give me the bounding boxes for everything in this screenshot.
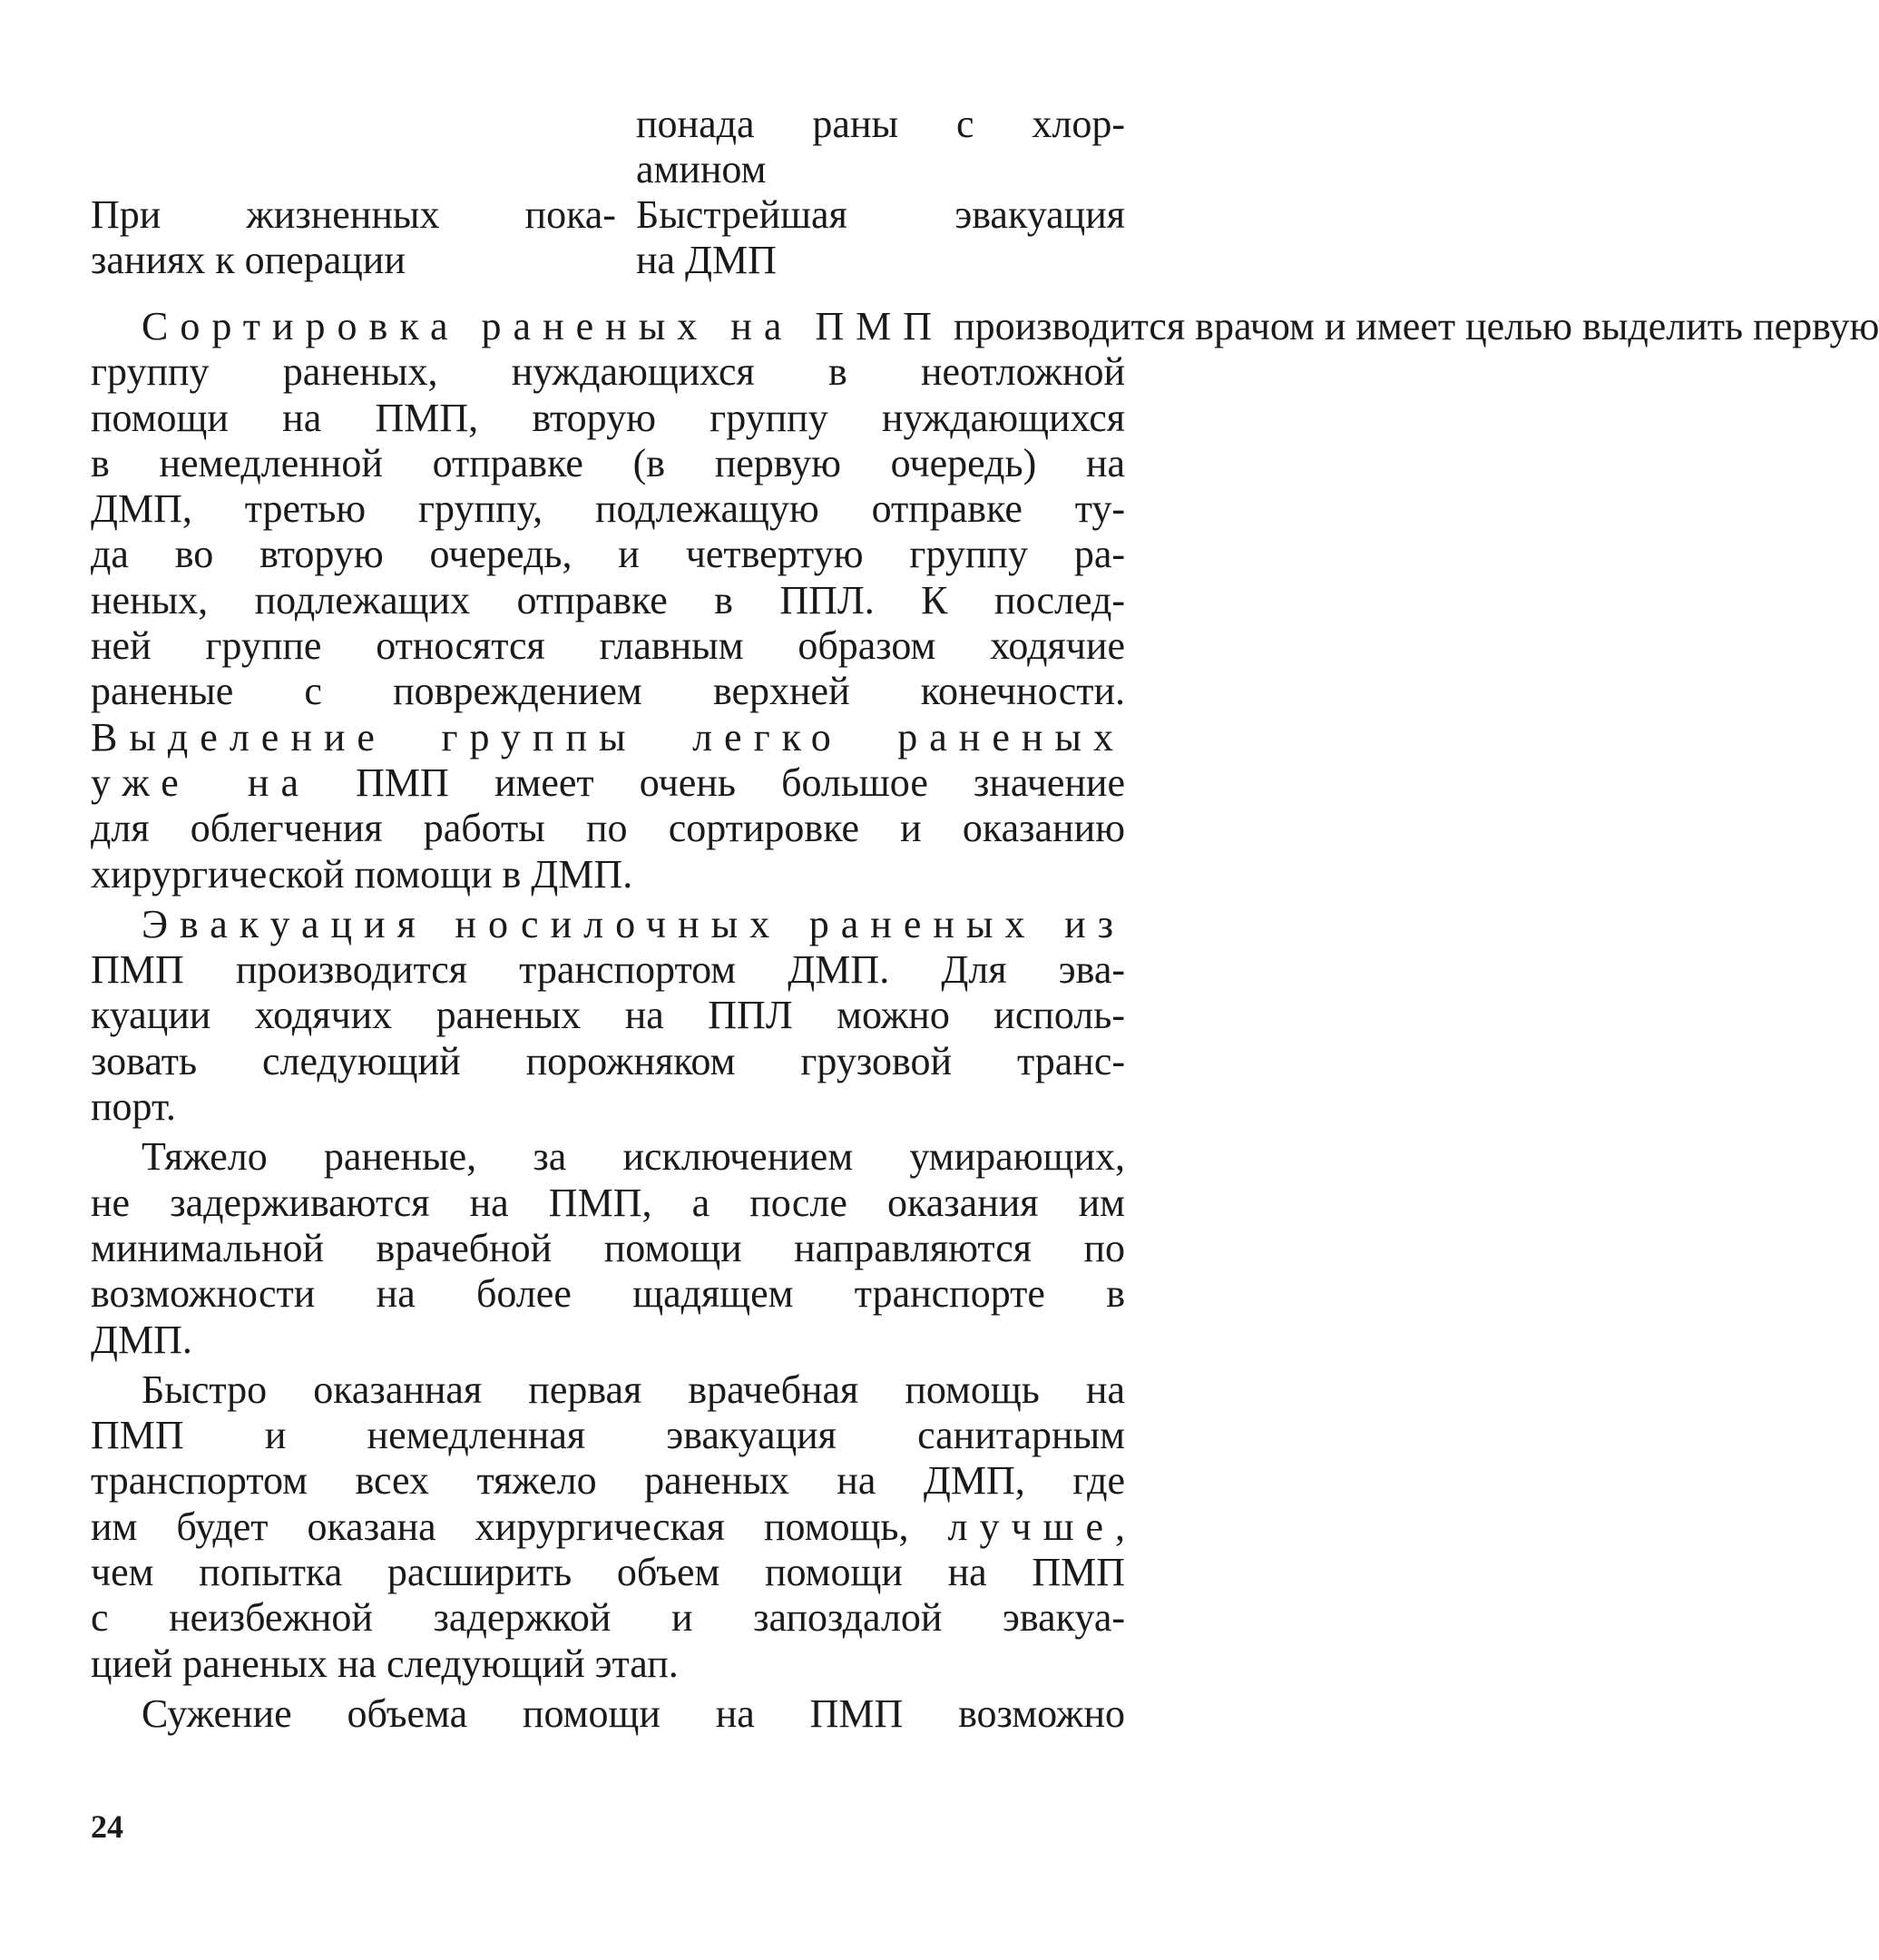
text-line (91, 623, 1125, 669)
text-line (91, 1271, 1125, 1317)
text-segment: Тяжело раненые, за исключением умирающих, (142, 1134, 1125, 1180)
table-cell-measure (636, 102, 1125, 192)
table-cell-line: При жизненных пока- (91, 192, 616, 237)
paragraph (91, 902, 1125, 1130)
page-number: 24 (91, 1808, 123, 1845)
text-segment: в немедленной отправке (в первую очередь) на (91, 440, 1125, 485)
table-cell-line: понада раны с хлор- (635, 102, 1125, 146)
text-line (91, 947, 1125, 993)
text-segment: неных, подлежащих отправке в ППЛ. К послед- (91, 577, 1125, 622)
text-line (91, 1691, 1125, 1737)
spaced-emphasis: Сортировка раненых на ПМП (142, 304, 944, 348)
table-cell-line: заниях к операции (91, 238, 406, 282)
text-segment: порт. (91, 1084, 176, 1130)
text-segment: ПМП производится транспортом ДМП. Для эва- (91, 947, 1125, 993)
text-line (91, 578, 1125, 623)
text-line (91, 1504, 1125, 1550)
spaced-emphasis: лучше (947, 1504, 1115, 1549)
text-segment: ДМП. (91, 1317, 192, 1362)
text-segment: ДМП, третью группу, подлежащую отправке ту- (91, 486, 1125, 532)
paragraph (91, 1367, 1125, 1687)
text-line (91, 806, 1125, 851)
text-line (91, 760, 1125, 806)
text-line (91, 1134, 1125, 1180)
text-line (91, 486, 1125, 532)
text-segment: производится врачом и имеет целью выделить первую (944, 304, 1879, 348)
text-segment: Быстро оказанная первая врачебная помощь на (142, 1367, 1125, 1412)
text-segment: ПМП и немедленная эвакуация санитарным (91, 1413, 1125, 1458)
text-line (91, 1181, 1125, 1226)
text-line (91, 1367, 1125, 1413)
text-segment: раненые с повреждением верхней конечности. (91, 669, 1125, 714)
text-segment: для облегчения работы по сортировке и оказанию (91, 806, 1125, 851)
table-cell-measure (636, 192, 1125, 283)
table-cell-indication (91, 192, 616, 283)
table-cell-line: на ДМП (635, 238, 777, 282)
spaced-emphasis: Эвакуация носилочных раненых из (142, 901, 1125, 946)
text-segment: транспортом всех тяжело раненых на ДМП, где (91, 1458, 1125, 1504)
text-line (91, 1226, 1125, 1271)
text-segment: возможности на более щадящем транспорте в (91, 1271, 1125, 1317)
treatment-table-fragment (91, 102, 1125, 283)
text-segment: с неизбежной задержкой и запоздалой эвакуа- (91, 1595, 1125, 1641)
text-segment: ней группе относятся главным образом ходячие (91, 623, 1125, 669)
table-row (91, 192, 1125, 283)
text-line (91, 852, 1125, 897)
text-segment: цией раненых на следующий этап. (91, 1641, 679, 1686)
text-line (91, 902, 1125, 947)
text-line (91, 1550, 1125, 1595)
paragraph (91, 1691, 1125, 1737)
text-line (91, 532, 1125, 577)
text-segment: помощи на ПМП, вторую группу нуждающихся (91, 395, 1125, 440)
text-segment: куации ходячих раненых на ППЛ можно исполь- (91, 993, 1125, 1038)
text-line (91, 1084, 1125, 1130)
text-segment: зовать следующий порожняком грузовой транс- (91, 1038, 1125, 1083)
text-line (91, 669, 1125, 714)
text-segment: чем попытка расширить объем помощи на ПМП (91, 1550, 1125, 1595)
text-segment: хирургической помощи в ДМП. (91, 851, 633, 897)
table-row (91, 102, 1125, 192)
text-segment: группу раненых, нуждающихся в неотложной (91, 349, 1125, 395)
text-line (91, 441, 1125, 486)
text-segment: , (1115, 1504, 1125, 1549)
text-segment: ПМП имеет очень большое значение (310, 760, 1125, 805)
spaced-emphasis: Выделение группы легко раненых (91, 714, 1125, 760)
text-segment: не задерживаются на ПМП, а после оказания им (91, 1180, 1125, 1225)
text-line (91, 304, 1879, 349)
body-text (91, 304, 1879, 1741)
text-line (91, 715, 1125, 760)
spaced-emphasis: уже на (91, 760, 310, 805)
text-line (91, 1595, 1125, 1641)
text-line (91, 349, 1125, 395)
text-line (91, 1458, 1125, 1504)
text-segment: да во вторую очередь, и четвертую группу ра- (91, 532, 1125, 577)
text-line (91, 396, 1125, 441)
text-segment: минимальной врачебной помощи направляются по (91, 1225, 1125, 1270)
text-line (91, 1413, 1125, 1458)
text-segment: Сужение объема помощи на ПМП возможно (142, 1690, 1125, 1736)
text-line (91, 1642, 1125, 1687)
paragraph (91, 1134, 1125, 1362)
table-cell-line: Быстрейшая эвакуация (635, 192, 1125, 237)
table-cell-line: амином (635, 147, 767, 191)
text-line (91, 1039, 1125, 1084)
text-segment: им будет оказана хирургическая помощь, (91, 1504, 948, 1549)
text-line (91, 993, 1125, 1038)
text-line (91, 1318, 1125, 1363)
paragraph (91, 304, 1879, 897)
